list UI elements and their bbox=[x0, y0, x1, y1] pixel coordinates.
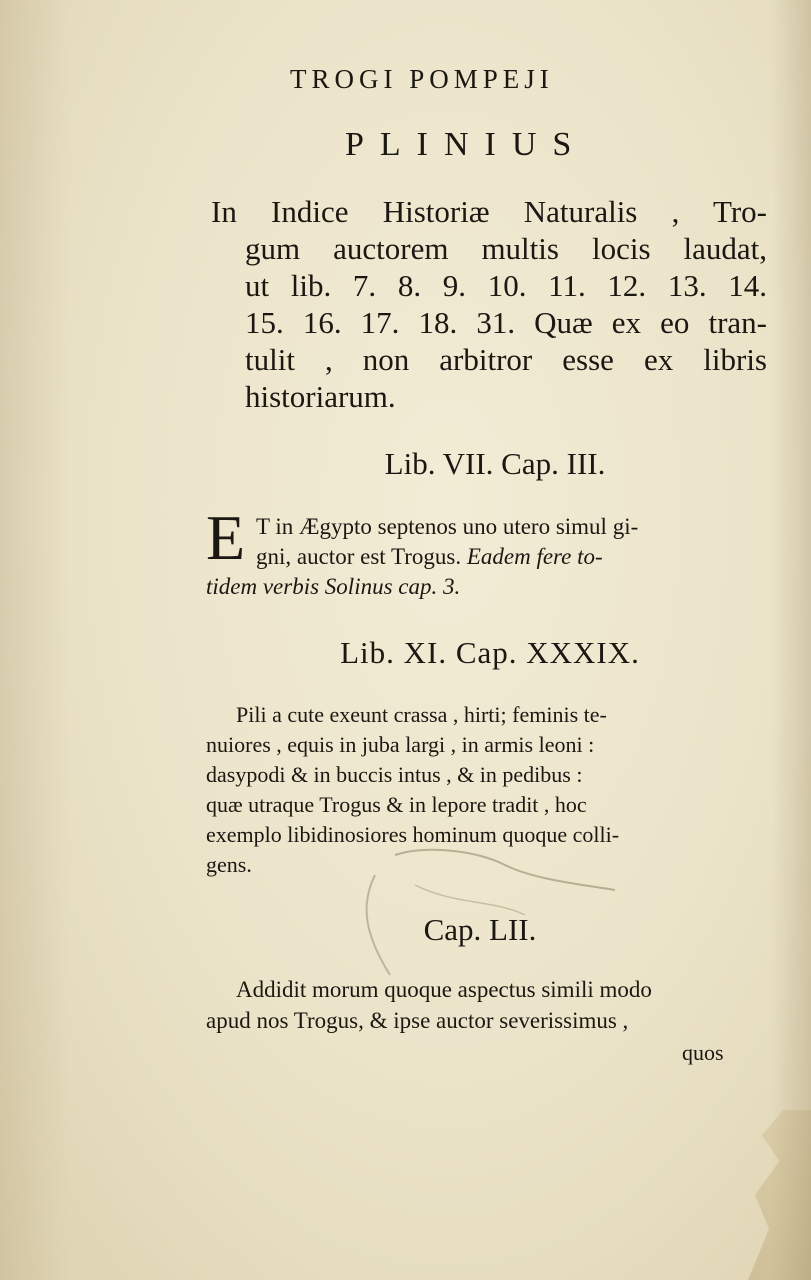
section-heading-cap-lii: Cap. LII. bbox=[423, 912, 537, 947]
paragraph-line bbox=[206, 542, 781, 572]
section-paragraph-lib-vii bbox=[206, 502, 781, 602]
paragraph-line: gens. bbox=[206, 852, 252, 877]
intro-line: historiarum. bbox=[245, 379, 396, 414]
section-heading-lib-vii: Lib. VII. Cap. III. bbox=[384, 446, 606, 481]
italic-text: Eadem fere to- bbox=[466, 544, 603, 569]
intro-line: tulit , non arbitror esse ex libris bbox=[245, 342, 767, 377]
intro-paragraph bbox=[211, 193, 767, 415]
section-heading-lib-xi: Lib. XI. Cap. XXXIX. bbox=[340, 635, 640, 670]
paragraph-line: quæ utraque Trogus & in lepore tradit , hoc bbox=[206, 792, 587, 817]
paragraph-line bbox=[206, 572, 781, 602]
paragraph-line: apud nos Trogus, & ipse auctor severissimus , bbox=[206, 1008, 629, 1033]
paragraph-line: dasypodi & in buccis intus , & in pedibus : bbox=[206, 762, 583, 787]
intro-line: In Indice Historiæ Naturalis , Tro- bbox=[211, 194, 767, 229]
intro-line: ut lib. 7. 8. 9. 10. 11. 12. 13. 14. bbox=[245, 268, 767, 303]
intro-line: 15. 16. 17. 18. 31. Quæ ex eo tran- bbox=[245, 305, 767, 340]
paragraph-line: Addidit morum quoque aspectus simili modo bbox=[236, 977, 652, 1002]
paragraph-text: gni, auctor est Trogus. bbox=[256, 544, 462, 569]
drop-cap: E bbox=[206, 502, 246, 573]
italic-text: tidem verbis Solinus cap. 3. bbox=[206, 574, 461, 599]
running-head: TROGI POMPEJI bbox=[290, 64, 554, 94]
paragraph-line: T in Ægypto septenos uno utero simul gi- bbox=[256, 514, 639, 539]
catchword: quos bbox=[682, 1040, 724, 1065]
paper-crease-decoration bbox=[355, 845, 625, 985]
intro-line: gum auctorem multis locis laudat, bbox=[245, 231, 767, 266]
paragraph-line: exemplo libidinosiores hominum quoque colli- bbox=[206, 822, 620, 847]
paragraph-line: nuiores , equis in juba largi , in armis leoni : bbox=[206, 732, 595, 757]
paragraph-line: Pili a cute exeunt crassa , hirti; feminis te- bbox=[236, 702, 607, 727]
author-heading: PLINIUS bbox=[345, 126, 588, 163]
